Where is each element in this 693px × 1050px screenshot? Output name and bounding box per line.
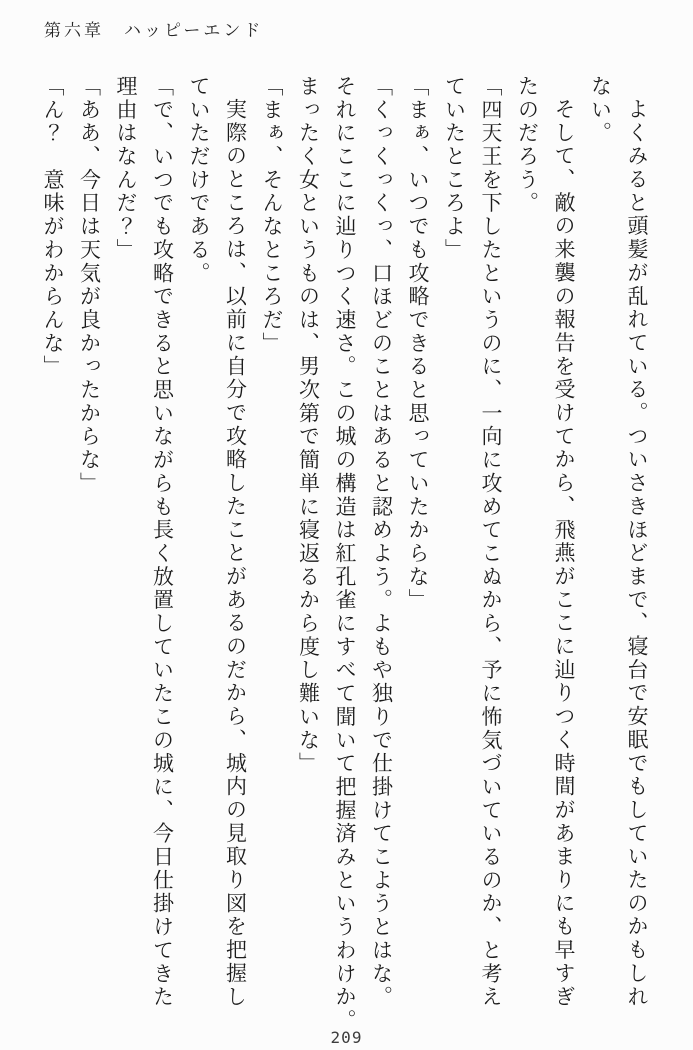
text-line: 「まぁ、いつでも攻略できると思っていたからな」 bbox=[406, 75, 430, 613]
text-body bbox=[35, 75, 656, 1033]
text-line: 「ああ、今日は天気が良かったからな」 bbox=[77, 75, 102, 496]
text-line: 実際のところは、以前に自分で攻略したことがあるのだから、城内の見取り図を把握し bbox=[223, 98, 248, 1009]
page-number: 209 bbox=[330, 1028, 363, 1047]
text-line: まったく女というものは、男次第で簡単に寝返るから度し難いな」 bbox=[296, 75, 321, 776]
text-line: 「ん？ 意味がわからんな」 bbox=[41, 75, 65, 379]
text-line: 理由はなんだ？」 bbox=[114, 75, 138, 262]
text-line: よくみると頭髪が乱れている。ついさきほどまで、寝台で安眠でもしていたのかもしれ bbox=[625, 98, 649, 1009]
text-line: 「くっくっくっ、口ほどのことはあると認めよう。よもや独りで仕掛けてこようとはな。 bbox=[369, 75, 394, 1009]
text-line: ない。 bbox=[588, 75, 613, 146]
text-line: ていただけである。 bbox=[187, 75, 211, 286]
text-line: 「まぁ、そんなところだ」 bbox=[260, 75, 284, 356]
text-line: それにここに辿りつく速さ。この城の構造は紅孔雀にすべて聞いて把握済みというわけか。 bbox=[333, 75, 357, 1033]
text-line: 「で、いつでも攻略できると思いながらも長く放置していたこの城に、今日仕掛けてきた bbox=[150, 75, 175, 1009]
chapter-header: 第六章 ハッピーエンド bbox=[44, 21, 264, 40]
text-line: ていたところよ」 bbox=[442, 75, 467, 262]
text-line: 「四天王を下したというのに、一向に攻めてこぬから、予に怖気づいているのか、と考え bbox=[479, 75, 503, 1009]
text-line: たのだろう。 bbox=[515, 75, 540, 216]
text-line: そして、敵の来襲の報告を受けてから、飛燕がここに辿りつく時間があまりにも早すぎ bbox=[552, 98, 576, 1009]
